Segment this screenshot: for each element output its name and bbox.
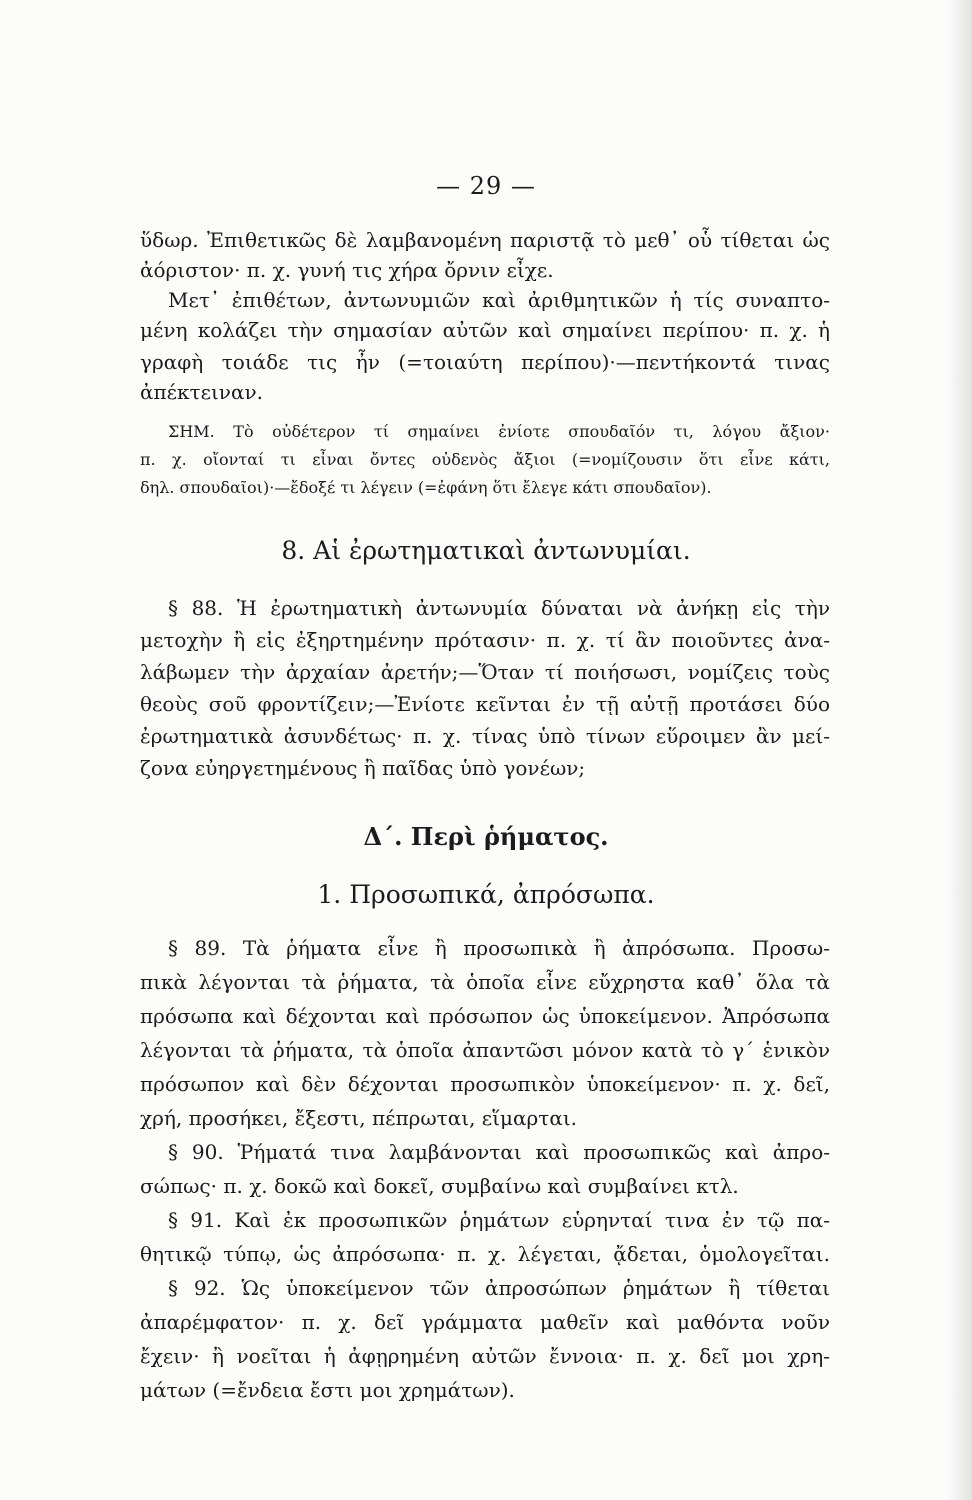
- text-line: πρόσωπον καὶ δὲν δέχονται προσωπικὸν ὑποκείμενον· π. χ. δεῖ,: [140, 1072, 830, 1096]
- text-line: § 90. Ῥήματά τινα λαμβάνονται καὶ προσωπικῶς καὶ ἀπρο-: [168, 1140, 830, 1164]
- text-line: θεοὺς σοῦ φροντίζειν;—Ἐνίοτε κεῖνται ἐν τῇ αὐτῇ προτάσει δύο: [140, 692, 830, 716]
- text-line: ἀπέκτειναν.: [140, 380, 263, 404]
- text-line: § 92. Ὡς ὑποκείμενον τῶν ἀπροσώπων ῥημάτων ἢ τίθεται: [168, 1276, 830, 1300]
- text-line: πικὰ λέγονται τὰ ῥήματα, τὰ ὁποῖα εἶνε εὔχρηστα καθ᾽ ὅλα τὰ: [140, 970, 830, 994]
- text-line: γραφὴ τοιάδε τις ἦν (=τοιαύτη περίπου)·—πεντήκοντά τινας: [140, 350, 830, 374]
- text-line: ἐρωτηματικὰ ἀσυνδέτως· π. χ. τίνας ὑπὸ τίνων εὕροιμεν ἂν μεί-: [140, 724, 830, 748]
- section-heading-8: 8. Αἱ ἐρωτηματικαὶ ἀντωνυμίαι.: [281, 536, 691, 565]
- text-line: μάτων (=ἔνδεια ἔστι μοι χρημάτων).: [140, 1378, 515, 1402]
- text-line: ἀόριστον· π. χ. γυνή τις χήρα ὄρνιν εἶχε.: [140, 258, 554, 282]
- text-line: § 88. Ἡ ἐρωτηματικὴ ἀντωνυμία δύναται νὰ ἀνήκῃ εἰς τὴν: [168, 596, 830, 620]
- text-line: θητικῷ τύπῳ, ὡς ἀπρόσωπα· π. χ. λέγεται, ᾄδεται, ὁμολογεῖται.: [140, 1242, 830, 1266]
- text-line: § 91. Καὶ ἐκ προσωπικῶν ῥημάτων εὑρηνταί τινα ἐν τῷ πα-: [168, 1208, 830, 1232]
- note-line: δηλ. σπουδαῖοι)·—ἔδοξέ τι λέγειν (=ἐφάνη ὅτι ἔλεγε κάτι σπουδαῖον).: [140, 478, 712, 497]
- text-line: ὕδωρ. Ἐπιθετικῶς δὲ λαμβανομένη παριστᾷ τὸ μεθ᾽ οὗ τίθεται ὡς: [140, 228, 830, 252]
- text-line: σώπως· π. χ. δοκῶ καὶ δοκεῖ, συμβαίνω καὶ συμβαίνει κτλ.: [140, 1174, 739, 1198]
- text-line: μένη κολάζει τὴν σημασίαν αὐτῶν καὶ σημαίνει περίπου· π. χ. ἡ: [140, 318, 830, 342]
- page-edge-shadow: [946, 0, 972, 1500]
- text-line: λάβωμεν τὴν ἀρχαίαν ἀρετήν;—Ὅταν τί ποιήσωσι, νομίζεις τοὺς: [140, 660, 830, 684]
- text-line: μετοχὴν ἢ εἰς ἐξηρτημένην πρότασιν· π. χ. τί ἂν ποιοῦντες ἀνα-: [140, 628, 830, 652]
- text-line: λέγονται τὰ ῥήματα, τὰ ὁποῖα ἀπαντῶσι μόνον κατὰ τὸ γ΄ ἑνικὸν: [140, 1038, 830, 1062]
- text-line: πρόσωπα καὶ δέχονται καὶ πρόσωπον ὡς ὑποκείμενον. Ἀπρόσωπα: [140, 1004, 830, 1028]
- page-number: — 29 —: [436, 172, 536, 200]
- section-heading-1: 1. Προσωπικά, ἀπρόσωπα.: [317, 880, 655, 909]
- note-line: π. χ. οἴονταί τι εἶναι ὄντες οὐδενὸς ἄξιοι (=νομίζουσιν ὅτι εἶνε κάτι,: [140, 450, 830, 469]
- text-line: ἔχειν· ἢ νοεῖται ἡ ἀφῃρημένη αὐτῶν ἔννοια· π. χ. δεῖ μοι χρη-: [140, 1344, 830, 1368]
- text-line: Μετ᾽ ἐπιθέτων, ἀντωνυμιῶν καὶ ἀριθμητικῶν ἡ τίς συναπτο-: [168, 288, 830, 312]
- note-line: ΣΗΜ. Τὸ οὐδέτερον τί σημαίνει ἐνίοτε σπουδαῖόν τι, λόγου ἄξιον·: [168, 422, 830, 441]
- text-line: § 89. Τὰ ῥήματα εἶνε ἢ προσωπικὰ ἢ ἀπρόσωπα. Προσω-: [168, 936, 830, 960]
- text-line: ἀπαρέμφατον· π. χ. δεῖ γράμματα μαθεῖν καὶ μαθόντα νοῦν: [140, 1310, 830, 1334]
- text-line: χρή, προσήκει, ἔξεστι, πέπρωται, εἵμαρται.: [140, 1106, 578, 1130]
- chapter-heading: Δ΄. Περὶ ῥήματος.: [363, 822, 609, 851]
- text-line: ζονα εὐηργετημένους ἢ παῖδας ὑπὸ γονέων;: [140, 756, 586, 780]
